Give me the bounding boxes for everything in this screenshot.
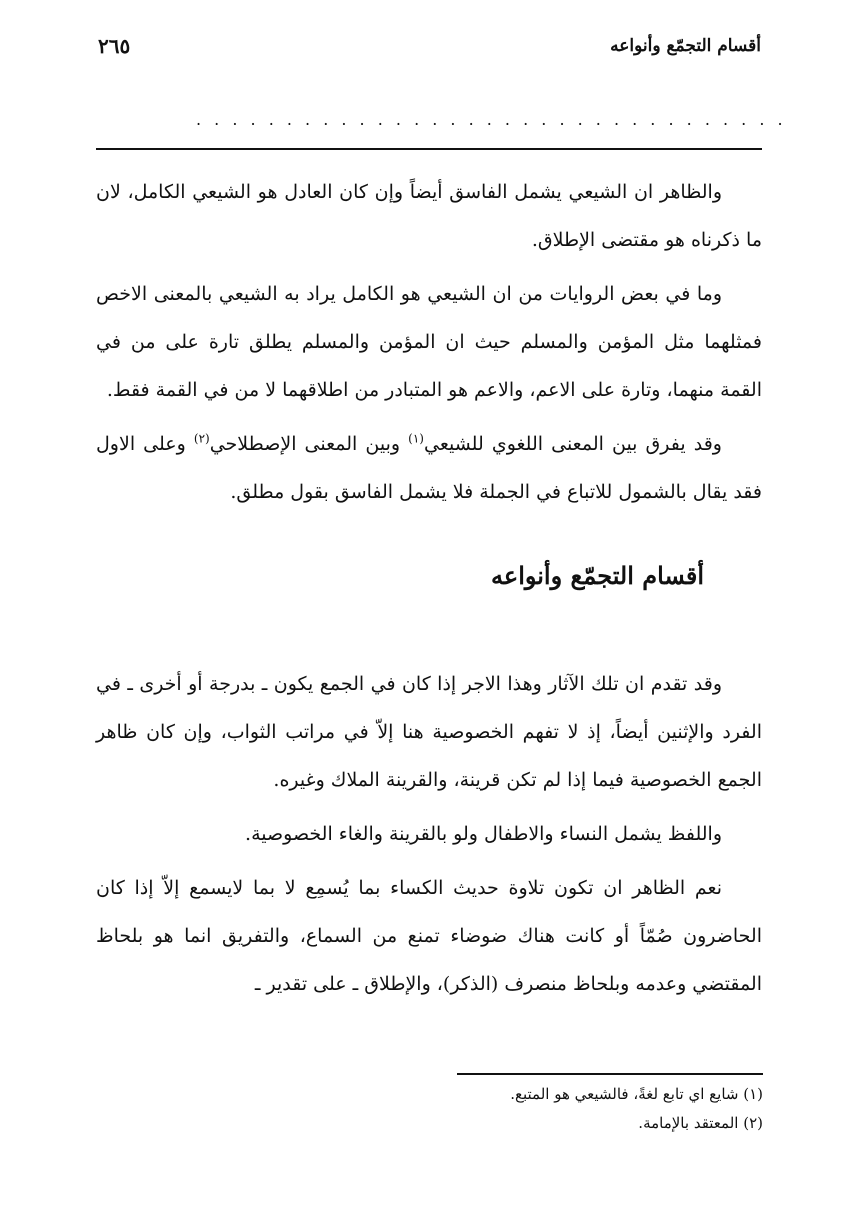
paragraph-text: وقد يفرق بين المعنى اللغوي للشيعي: [423, 433, 722, 455]
running-header-title: أقسام التجمّع وأنواعه: [610, 36, 761, 56]
paragraph: نعم الظاهر ان تكون تلاوة حديث الكساء بما يُسمِع لا بما لايسمع إلاّ إذا كان الحاضرون صُمّاً أو كانت هناك ضوضاء تمنع من السماع، والتفريق انما هو بلحاظ المقتضي وعدمه وبلحاظ منصرف (الذكر)، والإطلاق ـ على تقدير ـ: [96, 877, 762, 995]
paragraph-with-footnotes: [96, 420, 762, 516]
paragraph: وقد تقدم ان تلك الآثار وهذا الاجر إذا كان في الجمع يكون ـ بدرجة أو أخرى ـ في الفرد والإثنين أيضاً، إذ لا تفهم الخصوصية هنا إلاّ في مراتب الثواب، وإن كان ظاهر الجمع الخصوصية فيما إذا لم تكن قرينة، والقرينة الملاك وغيره.: [96, 673, 762, 791]
paragraph-text: وبين المعنى الإصطلاحي: [209, 433, 409, 455]
page-number: ٢٦٥: [98, 34, 131, 58]
footnote-ref-2[interactable]: (٢): [193, 431, 210, 446]
paragraph: وما في بعض الروايات من ان الشيعي هو الكامل يراد به الشيعي بالمعنى الاخص فمثلهما مثل المؤمن والمسلم حيث ان المؤمن والمسلم يطلق تارة على من في القمة منهما، وتارة على الاعم، والاعم هو المتبادر من اطلاقهما لا من في القمة فقط.: [96, 283, 762, 401]
paragraph: والظاهر ان الشيعي يشمل الفاسق أيضاً وإن كان العادل هو الشيعي الكامل، لان ما ذكرناه هو مقتضى الإطلاق.: [96, 181, 762, 251]
footnote-rule: [457, 1073, 763, 1075]
paragraph-text: وعلى الاول فقد يقال بالشمول للاتباع في الجملة فلا يشمل الفاسق بقول مطلق.: [96, 433, 762, 503]
dotted-separator: . . . . . . . . . . . . . . . . . . . . . . . . . . . . . . . . .: [196, 110, 787, 129]
header-rule: [96, 148, 762, 150]
footnote-2: (٢) المعتقد بالإمامة.: [638, 1114, 763, 1132]
footnote-ref-1[interactable]: (١): [408, 431, 424, 446]
paragraph: واللفظ يشمل النساء والاطفال ولو بالقرينة والغاء الخصوصية.: [245, 823, 722, 845]
main-text: [96, 168, 762, 1014]
footnotes: [97, 1080, 763, 1138]
section-heading: أقسام التجمّع وأنواعه: [491, 561, 704, 590]
footnote-1: (١) شايع اي تابع لغةً، فالشيعي هو المتبع.: [510, 1085, 763, 1103]
